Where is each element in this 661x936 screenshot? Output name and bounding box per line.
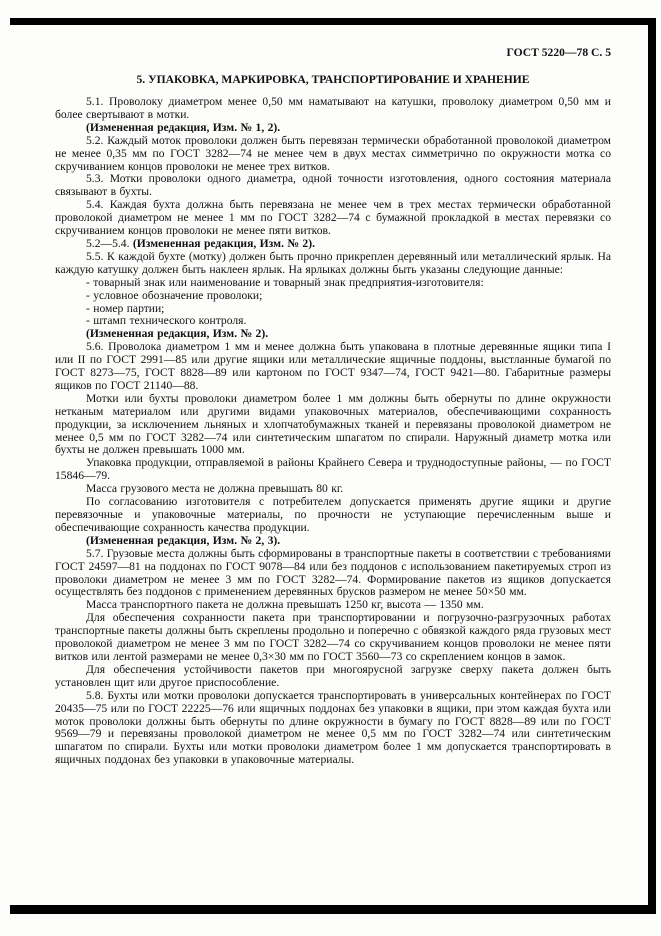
document-body [55, 96, 611, 767]
text-segment: 5.2. Каждый моток проволоки должен быть перевязан термически обработанной проволокой диаметром не менее 0,35 мм по ГОСТ 3282—74 не менее чем в двух местах симметрично по окружности мотка со скручиванием концов проволоки не менее трех витков. [55, 133, 611, 173]
text-segment: Для обеспечения устойчивости пакетов при многоярусной загрузке сверху пакета должен быть установлен щит или другое приспособление. [55, 662, 611, 689]
text-segment: 5.2—5.4. [86, 236, 133, 250]
paragraph [55, 457, 611, 483]
paragraph [55, 612, 611, 664]
scan-edge-bottom [10, 905, 656, 914]
text-segment: 5.1. Проволоку диаметром менее 0,50 мм наматывают на катушки, проволоку диаметром 0,50 мм и более свертывают в мотки. [55, 95, 611, 121]
text-segment: - номер партии; [86, 301, 165, 315]
text-segment: 5.3. Мотки проволоки одного диаметра, одной точности изготовления, одного состояния материала связывают в бухты. [55, 172, 611, 199]
section-title: 5. УПАКОВКА, МАРКИРОВКА, ТРАНСПОРТИРОВАНИЕ И ХРАНЕНИЕ [136, 73, 530, 86]
paragraph [55, 548, 611, 600]
text-segment: 5.4. Каждая бухта должна быть перевязана не менее чем в трех местах термически обработанной проволокой диаметром не менее 1 мм по ГОСТ 3282—74 с бумажной прокладкой в местах перевязки со скручиванием концов проволоки не менее пяти витков. [55, 198, 611, 238]
text-segment: Масса грузового места не должна превышать 80 кг. [86, 482, 344, 496]
scan-edge-top [10, 18, 649, 25]
paragraph [55, 393, 611, 458]
text-segment: 5.8. Бухты или мотки проволоки допускается транспортировать в универсальных контейнерах по ГОСТ 20435—75 или по ГОСТ 22225—76 или ящичных поддонах без упаковки в ящики, при этом каждая бухта или моток проволоки должны быть обернуты по длине окружности в бумагу по ГОСТ 8828—89 или по ГОСТ 9569—79 и перевязаны проволокой диаметром не менее 0,5 мм по ГОСТ 3282—74 или синтетическим шпагатом по спирали. Бухты или мотки проволоки диаметром более 1 мм допускается транспортировать в ящичных поддонах без упаковки в упаковочные материалы. [55, 688, 611, 767]
text-segment: (Измененная редакция, Изм. № 2). [86, 327, 269, 341]
paragraph [55, 173, 611, 199]
text-segment: - товарный знак или наименование и товарный знак предприятия-изготовителя: [86, 275, 484, 289]
text-segment: (Измененная редакция, Изм. № 2). [132, 236, 315, 250]
paragraph [55, 690, 611, 767]
text-segment: 5.5. К каждой бухте (мотку) должен быть прочно прикреплен деревянный или металлический ярлык. На каждую катушку должен быть наклеен ярлык. На ярлыках должны быть указаны следующие данные: [55, 249, 611, 276]
text-segment: Масса транспортного пакета не должна превышать 1250 кг, высота — 1350 мм. [86, 598, 484, 612]
paragraph [55, 496, 611, 535]
page-content [55, 46, 611, 767]
paragraph [55, 96, 611, 122]
scan-edge-right [648, 18, 656, 914]
paragraph [55, 199, 611, 238]
text-segment: - штамп технического контроля. [86, 314, 247, 328]
text-segment: Мотки или бухты проволоки диаметром более 1 мм должны быть обернуты по длине окружности нетканым материалом или другими видами упаковочных материалов, обеспечивающими сохранность продукции, за исключением льняных и хлопчатобумажных тканей и перевязаны проволокой диаметром не менее 0,5 мм по ГОСТ 3282—74 или синтетическим шпагатом по спирали. Наружный диаметр мотка или бухты не должен превышать 1000 мм. [55, 391, 611, 457]
text-segment: 5.7. Грузовые места должны быть сформированы в транспортные пакеты в соответствии с требованиями ГОСТ 24597—81 на поддонах по ГОСТ 9078—84 или без поддонов с использованием пакетируемых строп из проволоки диаметром не менее 3 мм по ГОСТ 3282—74. Формирование пакетов из ящиков допускается осуществлять без поддонов с применением деревянных брусков размером не менее 50×50 мм. [55, 546, 612, 599]
text-segment: (Измененная редакция, Изм. № 1, 2). [86, 120, 281, 134]
text-segment: По согласованию изготовителя с потребителем допускается применять другие ящики и другие перевязочные и упаковочные материалы, по прочности не уступающие перечисленным выше и обеспечивающие сохранность качества продукции. [55, 495, 611, 534]
text-segment: Упаковка продукции, отправляемой в районы Крайнего Севера и труднодоступные районы, — по ГОСТ 15846—79. [55, 456, 611, 483]
text-segment: 5.6. Проволока диаметром 1 мм и менее должна быть упакована в плотные деревянные ящики типа I или II по ГОСТ 2991—85 или другие ящики или металлические ящичные поддоны, выстланные бумагой по ГОСТ 8273—75, ГОСТ 8828—89 или картоном по ГОСТ 9347—74, ГОСТ 9421—80. Габаритные размеры ящиков по ГОСТ 21140—88. [55, 340, 611, 392]
paragraph [55, 341, 611, 393]
paragraph [55, 664, 611, 690]
text-segment: - условное обозначение проволоки; [86, 288, 263, 302]
text-segment: Для обеспечения сохранности пакета при транспортировании и погрузочно-разгрузочных работах транспортные пакеты должны быть скреплены продольно и поперечно с обвязкой каждого ряда грузовых мест проволокой диаметром не менее 3 мм по ГОСТ 3282—74 со скручиванием концов проволоки не менее пяти витков или лентой размерами не менее 0,3×30 мм по ГОСТ 3560—73 со скреплением концов в замок. [55, 611, 611, 663]
paragraph [55, 251, 611, 277]
paragraph [55, 135, 611, 174]
text-segment: (Измененная редакция, Изм. № 2, 3). [86, 533, 281, 547]
page-header: ГОСТ 5220—78 С. 5 [506, 46, 611, 59]
